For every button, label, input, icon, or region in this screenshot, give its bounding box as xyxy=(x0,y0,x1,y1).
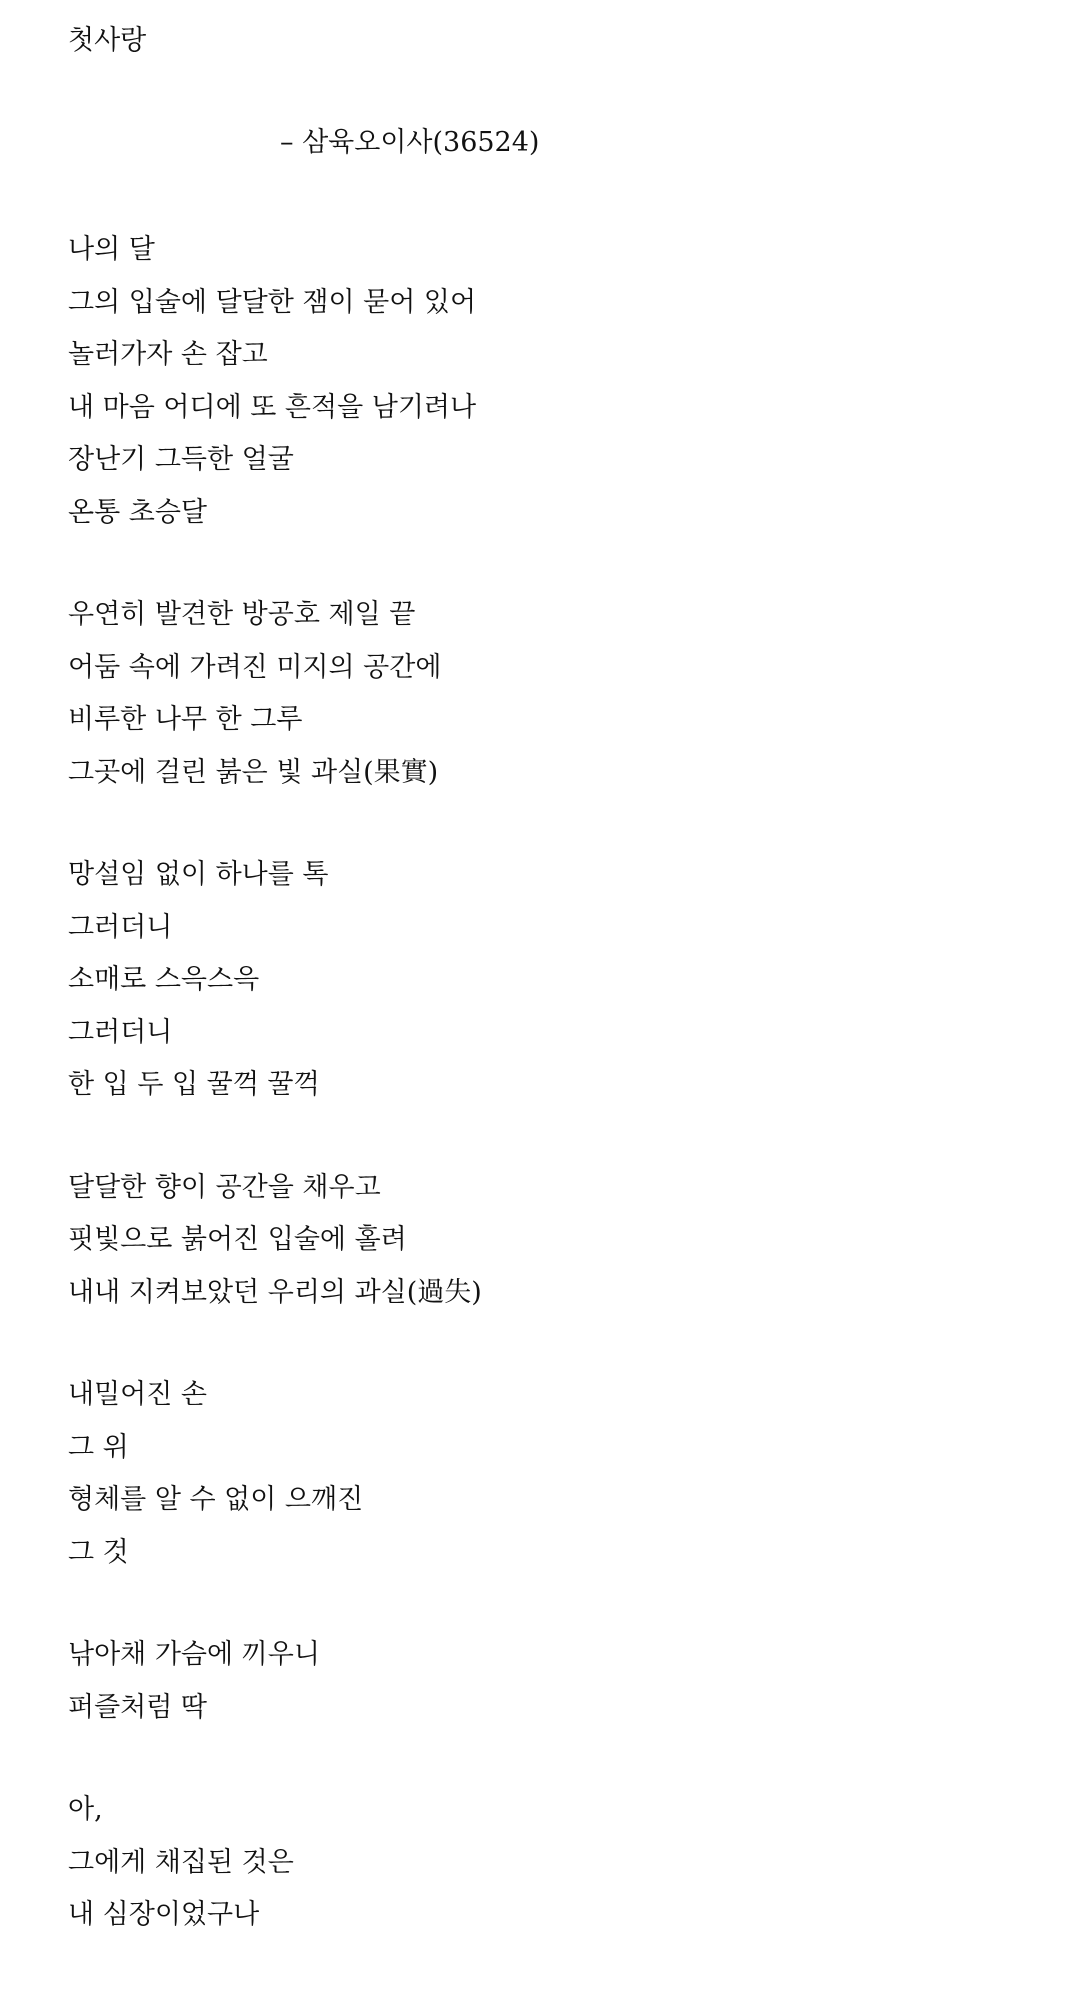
stanza-3 xyxy=(68,849,1028,1112)
stanza-1 xyxy=(68,224,1028,539)
poem-line: 어둠 속에 가려진 미지의 공간에 xyxy=(68,651,442,683)
poem-title: 첫사랑 xyxy=(68,25,147,56)
poem-line: 그러더니 xyxy=(68,911,173,943)
poem-line: 핏빛으로 붉어진 입술에 홀려 xyxy=(68,1224,407,1255)
poem xyxy=(68,20,1028,1992)
poem-line: 나의 달 xyxy=(68,234,155,265)
poem-line: 그곳에 걸린 붉은 빛 과실(果實) xyxy=(68,756,439,788)
poem-line: 우연히 발견한 방공호 제일 끝 xyxy=(68,599,416,630)
poem-line: 그 것 xyxy=(68,1536,129,1568)
poem-line: 그에게 채집된 것은 xyxy=(68,1846,294,1878)
poem-line: 낚아채 가슴에 끼우니 xyxy=(68,1639,320,1670)
stanza-5 xyxy=(68,1369,1028,1579)
poem-line: 그의 입술에 달달한 잼이 묻어 있어 xyxy=(68,286,477,318)
poem-line: 한 입 두 입 꿀꺽 꿀꺽 xyxy=(68,1069,320,1100)
stanza-4 xyxy=(68,1162,1028,1320)
poem-author: – 삼육오이사(36524) xyxy=(280,127,540,158)
poem-line: 그 위 xyxy=(68,1431,129,1463)
poem-line: 달달한 향이 공간을 채우고 xyxy=(68,1171,381,1203)
poem-line: 장난기 그득한 얼굴 xyxy=(68,444,294,475)
stanza-7 xyxy=(68,1784,1028,1942)
poem-line: 놀러가자 손 잡고 xyxy=(68,339,268,370)
poem-line: 퍼즐처럼 딱 xyxy=(68,1691,207,1723)
poem-line: 그러더니 xyxy=(68,1016,173,1048)
poem-line: 망설임 없이 하나를 톡 xyxy=(68,859,329,890)
stanza-6 xyxy=(68,1629,1028,1734)
poem-line: 내 마음 어디에 또 흔적을 남기려나 xyxy=(68,391,477,423)
poem-line: 아, xyxy=(68,1794,103,1825)
poem-line: 온통 초승달 xyxy=(68,496,207,528)
poem-body xyxy=(68,224,1028,1942)
poem-line: 소매로 스윽스윽 xyxy=(68,964,260,995)
poem-line: 내 심장이었구나 xyxy=(68,1899,260,1930)
poem-line: 형체를 알 수 없이 으깨진 xyxy=(68,1484,364,1515)
poem-line: 비루한 나무 한 그루 xyxy=(68,704,303,735)
poem-line: 내밀어진 손 xyxy=(68,1379,207,1410)
stanza-2 xyxy=(68,589,1028,799)
poem-line: 내내 지켜보았던 우리의 과실(過失) xyxy=(68,1276,482,1308)
